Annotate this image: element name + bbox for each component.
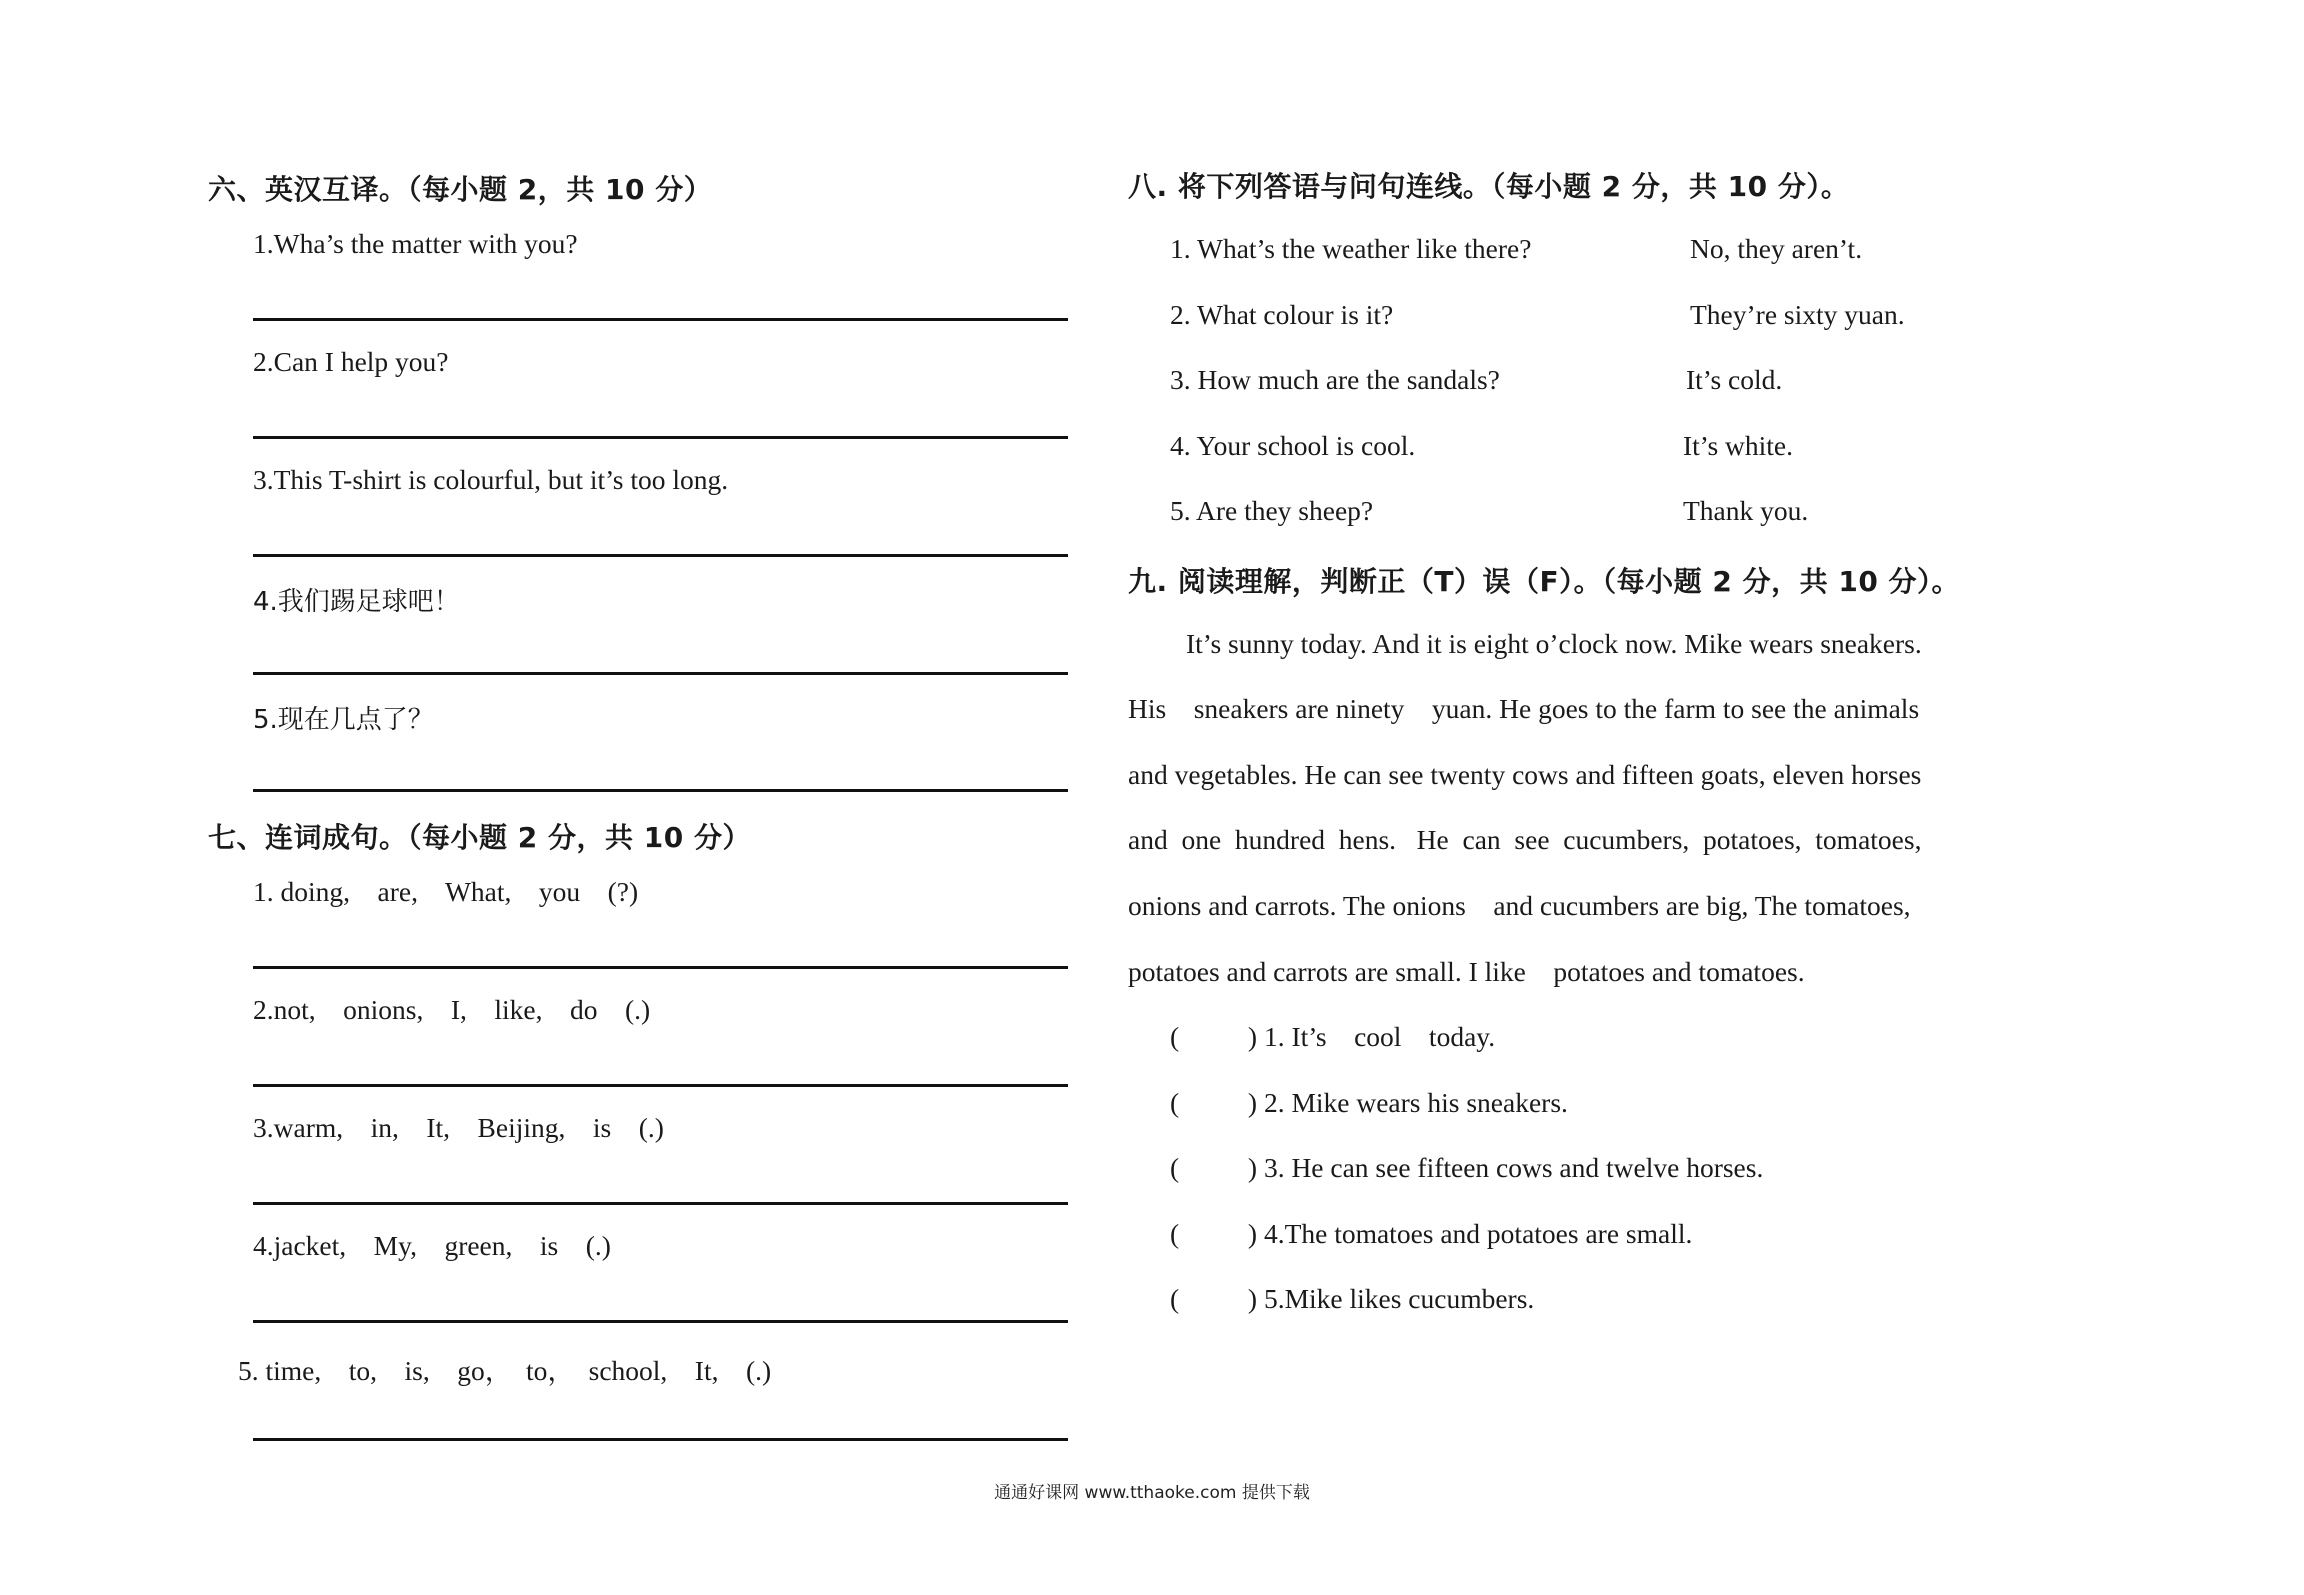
- match-question-5: 5. Are they sheep?: [1170, 495, 1374, 526]
- answer-line: [253, 1438, 1068, 1441]
- s7-item-1: 1. doing, are, What, you (?): [253, 876, 639, 907]
- passage-line-6: potatoes and carrots are small. I like potatoes and tomatoes.: [1128, 956, 1805, 987]
- s7-item-2: 2.not, onions, I, like, do (.): [253, 994, 651, 1025]
- answer-line: [253, 554, 1068, 557]
- tf-statement-4[interactable]: ( ) 4.The tomatoes and potatoes are small.: [1170, 1218, 1693, 1249]
- match-question-4: 4. Your school is cool.: [1170, 430, 1416, 461]
- section-8-title: 八. 将下列答语与问句连线。（每小题 2 分，共 10 分）。: [1128, 170, 1850, 203]
- passage-line-4: and one hundred hens. He can see cucumbers, potatoes, tomatoes,: [1128, 824, 1922, 855]
- answer-line: [253, 1320, 1068, 1323]
- passage-line-5: onions and carrots. The onions and cucumbers are big, The tomatoes,: [1128, 890, 1911, 921]
- match-question-3: 3. How much are the sandals?: [1170, 364, 1500, 395]
- s6-item-2: 2.Can I help you?: [253, 346, 449, 377]
- match-answer-4: It’s white.: [1683, 430, 1793, 461]
- answer-line: [253, 436, 1068, 439]
- section-9-title: 九. 阅读理解，判断正（T）误（F）。（每小题 2 分，共 10 分）。: [1128, 565, 1961, 598]
- passage-line-1: It’s sunny today. And it is eight o’clock now. Mike wears sneakers.: [1186, 628, 1922, 659]
- answer-line: [253, 789, 1068, 792]
- passage-line-2: His sneakers are ninety yuan. He goes to the farm to see the animals: [1128, 693, 1920, 724]
- s7-item-3: 3.warm, in, It, Beijing, is (.): [253, 1112, 664, 1143]
- answer-line: [253, 1202, 1068, 1205]
- section-6-title: 六、英汉互译。（每小题 2，共 10 分）: [208, 173, 713, 206]
- answer-line: [253, 966, 1068, 969]
- answer-line: [253, 1084, 1068, 1087]
- passage-line-3: and vegetables. He can see twenty cows and fifteen goats, eleven horses: [1128, 759, 1922, 790]
- section-7-title: 七、连词成句。（每小题 2 分，共 10 分）: [208, 821, 751, 854]
- tf-statement-3[interactable]: ( ) 3. He can see fifteen cows and twelve horses.: [1170, 1152, 1764, 1183]
- match-question-1: 1. What’s the weather like there?: [1170, 233, 1532, 264]
- match-answer-5: Thank you.: [1683, 495, 1809, 526]
- s7-item-4: 4.jacket, My, green, is (.): [253, 1230, 611, 1261]
- s6-item-5: 5.现在几点了？: [253, 705, 434, 735]
- answer-line: [253, 672, 1068, 675]
- match-answer-3: It’s cold.: [1686, 364, 1783, 395]
- answer-line: [253, 318, 1068, 321]
- s6-item-3: 3.This T-shirt is colourful, but it’s too long.: [253, 464, 729, 495]
- match-answer-2: They’re sixty yuan.: [1690, 299, 1905, 330]
- match-answer-1: No, they aren’t.: [1690, 233, 1863, 264]
- tf-statement-1[interactable]: ( ) 1. It’s cool today.: [1170, 1021, 1496, 1052]
- s6-item-4: 4.我们踢足球吧！: [253, 587, 460, 617]
- tf-statement-2[interactable]: ( ) 2. Mike wears his sneakers.: [1170, 1087, 1568, 1118]
- footer-credit: 通通好课网 www.tthaoke.com 提供下载: [994, 1483, 1310, 1503]
- s6-item-1: 1.Wha’s the matter with you?: [253, 228, 578, 259]
- match-question-2: 2. What colour is it?: [1170, 299, 1394, 330]
- s7-item-5: 5. time, to, is, go， to， school, It, (.): [238, 1355, 772, 1386]
- tf-statement-5[interactable]: ( ) 5.Mike likes cucumbers.: [1170, 1283, 1535, 1314]
